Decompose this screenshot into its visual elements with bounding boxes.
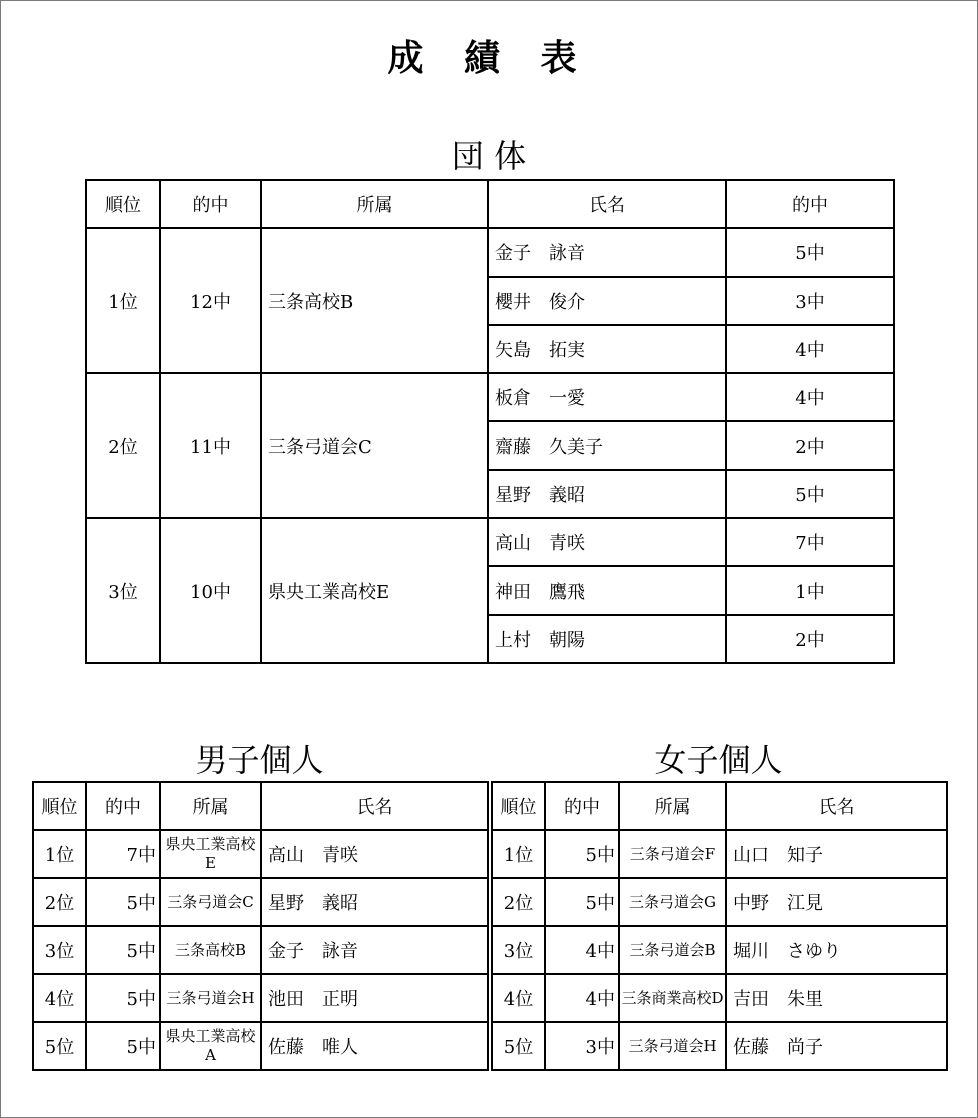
member-hits: 1中	[726, 566, 894, 614]
rank-cell: 3位	[492, 926, 545, 974]
hits-cell: 5中	[86, 878, 160, 926]
women-header-rank: 順位	[492, 782, 545, 830]
name-cell: 堀川 さゆり	[726, 926, 947, 974]
rank-cell: 5位	[492, 1022, 545, 1070]
hits-cell: 3中	[545, 1022, 619, 1070]
member-name: 高山 青咲	[488, 518, 726, 566]
table-row	[33, 974, 488, 1022]
name-cell: 山口 知子	[726, 830, 947, 878]
team-header-affiliation: 所属	[261, 180, 488, 228]
member-hits: 5中	[726, 228, 894, 276]
team-affiliation: 三条高校B	[261, 228, 488, 373]
name-cell: 吉田 朱里	[726, 974, 947, 1022]
rank-cell: 1位	[33, 830, 86, 878]
men-results-table	[32, 781, 489, 1071]
hits-cell: 7中	[86, 830, 160, 878]
team-hits: 11中	[160, 373, 261, 518]
member-hits: 4中	[726, 325, 894, 373]
member-name: 神田 鷹飛	[488, 566, 726, 614]
men-section-title: 男子個人	[195, 741, 324, 779]
women-results-table	[491, 781, 948, 1071]
hits-cell: 4中	[545, 974, 619, 1022]
member-name: 板倉 一愛	[488, 373, 726, 421]
rank-cell: 5位	[33, 1022, 86, 1070]
women-header-row	[492, 782, 947, 830]
men-header-rank: 順位	[33, 782, 86, 830]
member-hits: 7中	[726, 518, 894, 566]
table-row	[86, 518, 894, 566]
men-header-affiliation: 所属	[160, 782, 261, 830]
team-rank: 1位	[86, 228, 160, 373]
team-header-member-hits: 的中	[726, 180, 894, 228]
member-name: 金子 詠音	[488, 228, 726, 276]
member-name: 齋藤 久美子	[488, 421, 726, 469]
rank-cell: 2位	[492, 878, 545, 926]
rank-cell: 3位	[33, 926, 86, 974]
women-header-affiliation: 所属	[619, 782, 726, 830]
team-rank: 2位	[86, 373, 160, 518]
table-row	[33, 878, 488, 926]
hits-cell: 4中	[545, 926, 619, 974]
member-name: 星野 義昭	[488, 470, 726, 518]
name-cell: 金子 詠音	[261, 926, 488, 974]
rank-cell: 2位	[33, 878, 86, 926]
member-name: 櫻井 俊介	[488, 277, 726, 325]
team-hits: 10中	[160, 518, 261, 663]
name-cell: 星野 義昭	[261, 878, 488, 926]
member-hits: 2中	[726, 421, 894, 469]
rank-cell: 4位	[492, 974, 545, 1022]
member-hits: 5中	[726, 470, 894, 518]
team-header-row	[86, 180, 894, 228]
women-header-hits: 的中	[545, 782, 619, 830]
table-row	[492, 878, 947, 926]
table-row	[492, 1022, 947, 1070]
women-section-title: 女子個人	[654, 741, 783, 779]
member-hits: 4中	[726, 373, 894, 421]
name-cell: 佐藤 唯人	[261, 1022, 488, 1070]
hits-cell: 5中	[545, 830, 619, 878]
team-section-title: 団 体	[451, 137, 527, 175]
table-row	[492, 926, 947, 974]
member-name: 矢島 拓実	[488, 325, 726, 373]
hits-cell: 5中	[86, 1022, 160, 1070]
affiliation-cell: 県央工業高校A	[160, 1022, 261, 1070]
member-name: 上村 朝陽	[488, 615, 726, 663]
men-header-hits: 的中	[86, 782, 160, 830]
affiliation-cell: 三条弓道会C	[160, 878, 261, 926]
team-affiliation: 三条弓道会C	[261, 373, 488, 518]
team-rank: 3位	[86, 518, 160, 663]
rank-cell: 4位	[33, 974, 86, 1022]
affiliation-cell: 県央工業高校E	[160, 830, 261, 878]
member-hits: 3中	[726, 277, 894, 325]
hits-cell: 5中	[86, 926, 160, 974]
affiliation-cell: 三条商業高校D	[619, 974, 726, 1022]
page-title: 成 績 表	[387, 38, 591, 79]
table-row	[33, 830, 488, 878]
affiliation-cell: 三条弓道会H	[619, 1022, 726, 1070]
table-row	[33, 1022, 488, 1070]
team-header-name: 氏名	[488, 180, 726, 228]
table-row	[86, 373, 894, 421]
table-row	[492, 974, 947, 1022]
affiliation-cell: 三条弓道会H	[160, 974, 261, 1022]
hits-cell: 5中	[545, 878, 619, 926]
name-cell: 池田 正明	[261, 974, 488, 1022]
affiliation-cell: 三条弓道会G	[619, 878, 726, 926]
affiliation-cell: 三条高校B	[160, 926, 261, 974]
team-affiliation: 県央工業高校E	[261, 518, 488, 663]
men-header-name: 氏名	[261, 782, 488, 830]
name-cell: 中野 江見	[726, 878, 947, 926]
table-row	[86, 228, 894, 276]
team-results-table	[85, 179, 895, 664]
name-cell: 佐藤 尚子	[726, 1022, 947, 1070]
team-hits: 12中	[160, 228, 261, 373]
women-header-name: 氏名	[726, 782, 947, 830]
affiliation-cell: 三条弓道会B	[619, 926, 726, 974]
rank-cell: 1位	[492, 830, 545, 878]
affiliation-cell: 三条弓道会F	[619, 830, 726, 878]
hits-cell: 5中	[86, 974, 160, 1022]
table-row	[492, 830, 947, 878]
name-cell: 高山 青咲	[261, 830, 488, 878]
men-header-row	[33, 782, 488, 830]
team-header-rank: 順位	[86, 180, 160, 228]
member-hits: 2中	[726, 615, 894, 663]
team-header-hits: 的中	[160, 180, 261, 228]
table-row	[33, 926, 488, 974]
